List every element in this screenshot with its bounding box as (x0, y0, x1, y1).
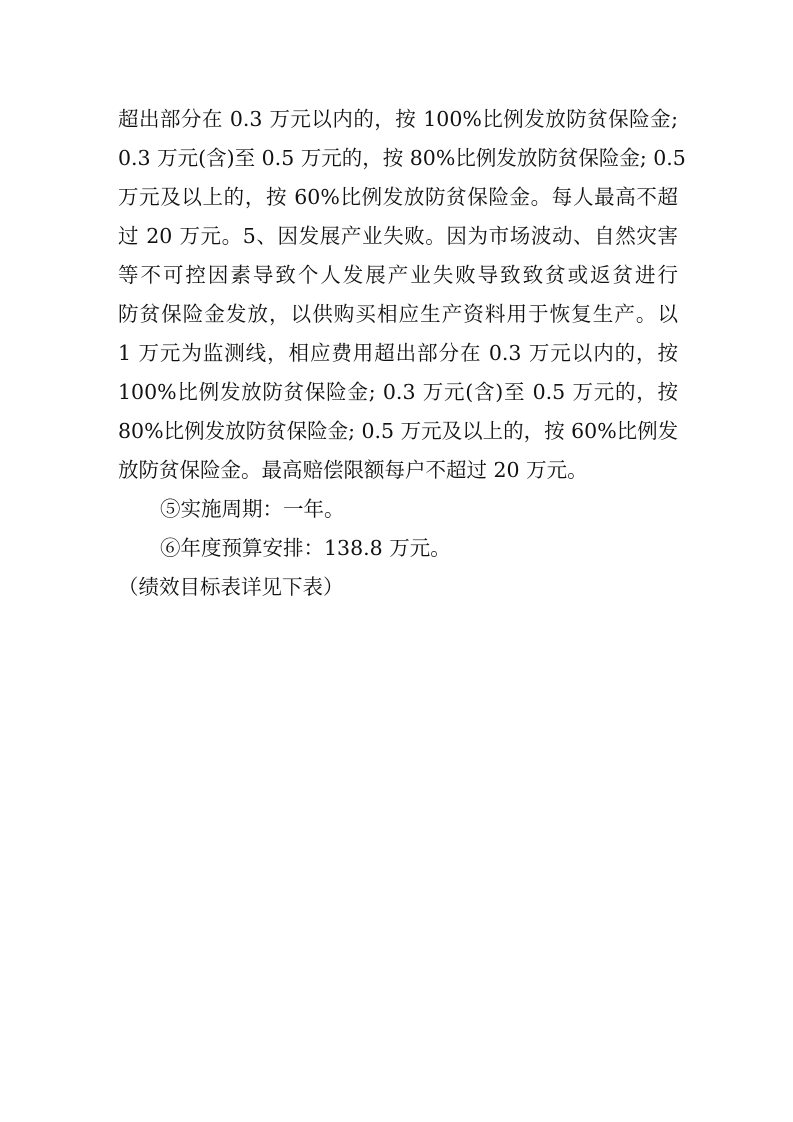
implementation-period: ⑤实施周期：一年。 (160, 497, 345, 521)
paragraph-line: 防贫保险金发放，以供购买相应生产资料用于恢复生产。以 (118, 302, 678, 326)
paragraph-line: 超出部分在 0.3 万元以内的，按 100%比例发放防贫保险金; (118, 107, 678, 131)
paragraph-line: 0.3 万元(含)至 0.5 万元的，按 80%比例发放防贫保险金; 0.5 (118, 146, 686, 170)
paragraph-line: 80%比例发放防贫保险金; 0.5 万元及以上的，按 60%比例发 (118, 419, 679, 443)
paragraph-line: 100%比例发放防贫保险金; 0.3 万元(含)至 0.5 万元的，按 (118, 380, 678, 404)
annual-budget: ⑥年度预算安排：138.8 万元。 (160, 536, 451, 560)
paragraph-line: 过 20 万元。5、因发展产业失败。因为市场波动、自然灾害 (118, 224, 678, 248)
paragraph-line: 等不可控因素导致个人发展产业失败导致致贫或返贫进行 (118, 263, 678, 287)
paragraph-line: 万元及以上的，按 60%比例发放防贫保险金。每人最高不超 (118, 185, 678, 209)
paragraph-line: 放防贫保险金。最高赔偿限额每户不超过 20 万元。 (118, 458, 588, 482)
table-note: （绩效目标表详见下表） (118, 575, 344, 599)
paragraph-line: 1 万元为监测线，相应费用超出部分在 0.3 万元以内的，按 (118, 341, 678, 365)
